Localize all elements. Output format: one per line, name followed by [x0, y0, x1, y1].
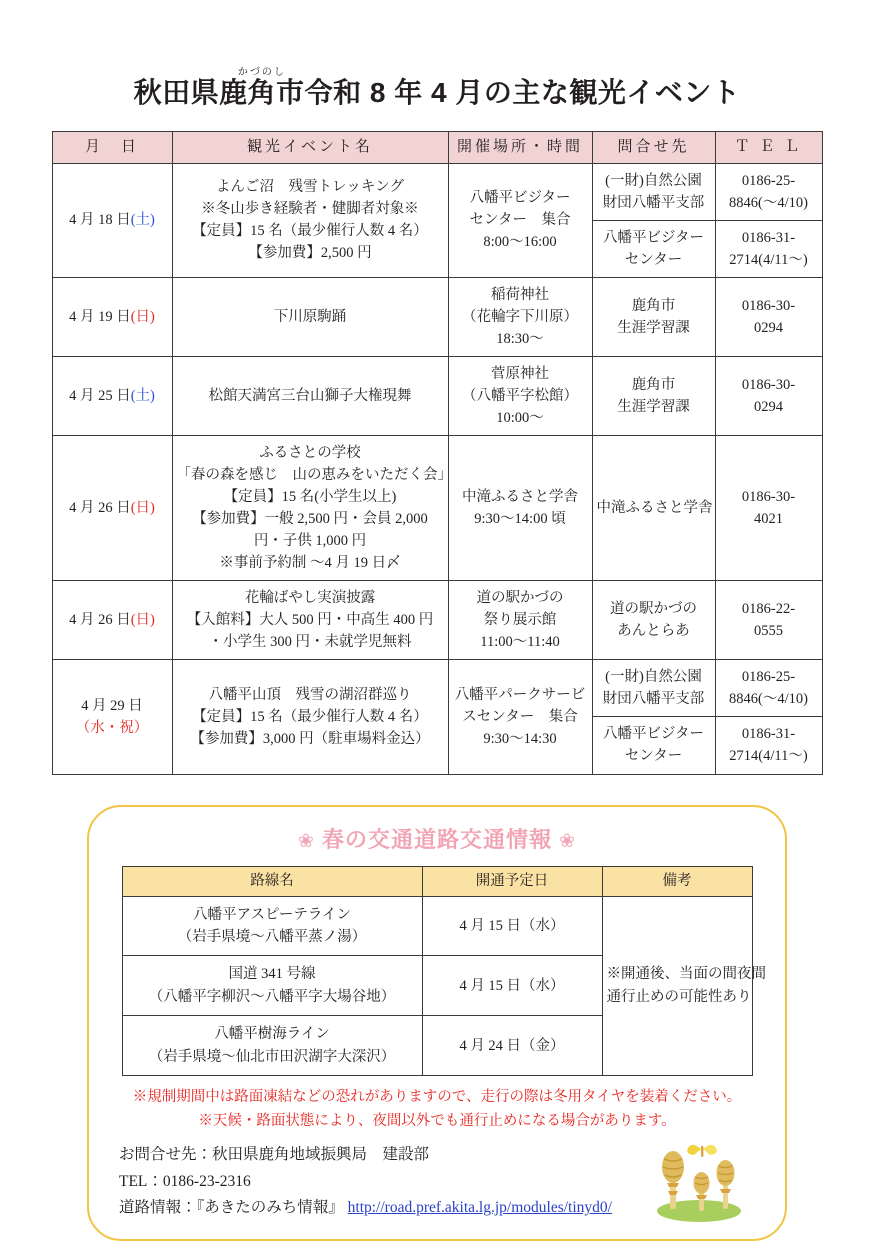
- cell-line: 0186-30-: [741, 297, 796, 314]
- table-row: [52, 581, 822, 660]
- cell-line: 2714(4/11〜): [729, 748, 808, 765]
- event-date-main: 4 月 26 日: [69, 612, 131, 629]
- event-tel-cell: [715, 436, 822, 581]
- event-tel-cell: [715, 163, 822, 220]
- page-title-suffix: 令和 8 年 4 月の主な観光イベント: [304, 77, 741, 108]
- event-tel-cell: [715, 220, 822, 277]
- event-contact-cell: [592, 220, 715, 277]
- cell-line: 9:30〜14:00 頃: [474, 511, 566, 528]
- cell-line: 八幡平ビジター: [603, 229, 704, 246]
- cell-line: 18:30〜: [496, 330, 544, 347]
- contact-tel: TEL：0186-23-2316: [119, 1172, 251, 1190]
- event-date-cell: [52, 660, 172, 774]
- cell-line: 「春の森を感じ 山の恵みをいただく会」: [176, 467, 452, 484]
- event-date-cell: [52, 277, 172, 356]
- cell-line: 0186-22-: [741, 601, 796, 618]
- cell-line: ※開通後、当面の間夜間: [606, 966, 766, 983]
- cell-line: 菅原神社: [491, 366, 549, 383]
- page-title-ruby-text: かづのし: [219, 67, 305, 78]
- cell-line: 4021: [754, 511, 783, 528]
- event-name-cell: [172, 581, 448, 660]
- cell-line: （八幡平字柳沢〜八幡平字大場谷地）: [148, 988, 396, 1005]
- road-info-link[interactable]: http://road.pref.akita.lg.jp/modules/tinyd0/: [347, 1198, 612, 1216]
- page-title-ruby-base: 鹿角市: [219, 77, 305, 108]
- warning-line-2: ※天候・路面状態により、夜間以外でも通行止めになる場合があります。: [198, 1113, 676, 1130]
- cell-line: 0186-31-: [741, 726, 796, 743]
- table-row: [52, 163, 822, 220]
- cell-line: 通行止めの可能性あり: [606, 988, 752, 1005]
- cell-line: 4 月 15 日（水）: [459, 917, 565, 934]
- cell-line: 鹿角市: [631, 297, 676, 314]
- cell-line: 0186-30-: [741, 489, 796, 506]
- cell-line: 八幡平山頂 残雪の湖沼群巡り: [208, 686, 412, 703]
- column-header-place: 開催場所・時間: [448, 131, 592, 163]
- column-header-event: 観光イベント名: [172, 131, 448, 163]
- event-place-cell: [448, 581, 592, 660]
- cell-line: （岩手県境〜仙北市田沢湖字大深沢）: [148, 1048, 396, 1065]
- cell-line: (一財)自然公園: [605, 669, 702, 686]
- event-date-weekday: (日): [130, 500, 155, 517]
- cell-line: （岩手県境〜八幡平蒸ノ湯）: [177, 928, 367, 945]
- event-date-cell: [52, 581, 172, 660]
- cell-line: 4 月 15 日（水）: [459, 977, 565, 994]
- event-date-weekday: (土): [130, 388, 155, 405]
- event-date-cell: [52, 436, 172, 581]
- cell-line: 8846(〜4/10): [729, 691, 808, 708]
- cell-line: 八幡平アスピーテライン: [193, 906, 351, 923]
- cell-line: よんご沼 残雪トレッキング: [216, 179, 404, 196]
- cell-line: 財団八幡平支部: [602, 691, 705, 708]
- road-remarks-cell: [602, 896, 766, 1076]
- event-date-main: 4 月 25 日: [69, 388, 131, 405]
- cell-line: 道の駅かづの: [610, 601, 697, 618]
- cell-line: 2714(4/11〜): [729, 251, 808, 268]
- cell-line: 8:00〜16:00: [483, 234, 557, 251]
- cell-line: 【参加費】一般 2,500 円・会員 2,000: [192, 511, 428, 528]
- cell-line: 11:00〜11:40: [480, 634, 560, 651]
- cell-line: 10:00〜: [496, 410, 544, 427]
- event-date-weekday: （水・祝）: [75, 719, 149, 736]
- cell-line: （花輪字下川原）: [462, 308, 578, 325]
- traffic-warnings: [89, 1086, 785, 1134]
- cell-line: 4 月 24 日（金）: [459, 1037, 565, 1054]
- cell-line: センター 集合: [469, 212, 571, 229]
- cell-line: 祭り展示館: [483, 612, 557, 629]
- event-date-weekday: (日): [130, 612, 155, 629]
- event-date-weekday: (日): [130, 308, 155, 325]
- roads-table: [122, 866, 766, 1077]
- event-contact-cell: [592, 163, 715, 220]
- cell-line: 0186-30-: [741, 377, 796, 394]
- cell-line: 【定員】15 名（最少催行人数 4 名）: [192, 223, 428, 240]
- event-date-cell: [52, 163, 172, 277]
- events-table-body: [52, 163, 822, 774]
- cell-line: 円・子供 1,000 円: [253, 533, 367, 550]
- cell-line: 【入館料】大人 500 円・中高生 400 円: [186, 612, 434, 629]
- event-tel-cell: [715, 581, 822, 660]
- table-row: [52, 277, 822, 356]
- road-info-label: 道路情報：『あきたのみち情報』: [119, 1198, 344, 1216]
- event-tel-cell: [715, 660, 822, 717]
- road-open-date-cell: [422, 896, 602, 956]
- cell-line: 【定員】15 名（最少催行人数 4 名）: [192, 708, 428, 725]
- event-contact-cell: [592, 357, 715, 436]
- page-title-ruby: [219, 67, 305, 108]
- cell-line: ※冬山歩き経験者・健脚者対象※: [201, 201, 419, 218]
- event-contact-cell: [592, 660, 715, 717]
- event-tel-cell: [715, 357, 822, 436]
- event-contact-cell: [592, 436, 715, 581]
- column-header-contact: 問合せ先: [592, 131, 715, 163]
- cell-line: 八幡平樹海ライン: [214, 1026, 330, 1043]
- cell-line: 0294: [754, 399, 783, 416]
- event-date-main: 4 月 19 日: [69, 308, 131, 325]
- cell-line: センター: [624, 748, 683, 765]
- column-header-tel: Ｔ Ｅ Ｌ: [715, 131, 822, 163]
- event-date-main: 4 月 26 日: [69, 500, 131, 517]
- cell-line: 0555: [754, 623, 783, 640]
- cell-line: 稲荷神社: [491, 286, 549, 303]
- cell-line: 国道 341 号線: [228, 966, 316, 983]
- road-open-date-cell: [422, 956, 602, 1016]
- event-tel-cell: [715, 277, 822, 356]
- event-date-cell: [52, 357, 172, 436]
- event-place-cell: [448, 277, 592, 356]
- cell-line: ・小学生 300 円・未就学児無料: [208, 634, 412, 651]
- event-name-cell: [172, 357, 448, 436]
- event-place-cell: [448, 357, 592, 436]
- cell-line: 鹿角市: [631, 377, 676, 394]
- contact-office: お問合せ先：秋田県鹿角地域振興局 建設部: [119, 1146, 430, 1164]
- traffic-info-panel: [87, 805, 787, 1241]
- column-header-date: 月 日: [52, 131, 172, 163]
- event-tel-cell: [715, 717, 822, 774]
- cell-line: 0186-25-: [741, 669, 796, 686]
- cell-line: 【参加費】2,500 円: [248, 245, 372, 262]
- event-name-cell: [172, 163, 448, 277]
- event-name-cell: [172, 660, 448, 774]
- roads-table-body: [122, 896, 766, 1076]
- cell-line: 中滝ふるさと学舎: [462, 489, 578, 506]
- cell-line: 0186-25-: [741, 172, 796, 189]
- tsukushi-illustration: [645, 1141, 749, 1225]
- road-name-cell: [122, 896, 422, 956]
- page-title-prefix: 秋田県: [133, 77, 220, 108]
- event-place-cell: [448, 436, 592, 581]
- traffic-heading: [89, 823, 785, 854]
- cell-line: 松館天満宮三台山獅子大権現舞: [208, 388, 412, 405]
- page-title: [0, 0, 874, 109]
- cell-line: 生涯学習課: [617, 399, 690, 416]
- event-contact-cell: [592, 717, 715, 774]
- event-date-main: 4 月 29 日: [81, 697, 143, 714]
- event-name-cell: [172, 277, 448, 356]
- events-table-header-row: [52, 131, 822, 163]
- cell-line: ※事前予約制 〜4 月 19 日〆: [219, 555, 401, 572]
- cell-line: ふるさとの学校: [259, 445, 361, 462]
- events-table: [52, 131, 823, 775]
- event-contact-cell: [592, 581, 715, 660]
- cell-line: 八幡平ビジター: [469, 190, 571, 207]
- table-row: [52, 436, 822, 581]
- road-name-cell: [122, 956, 422, 1016]
- cell-line: あんとらあ: [617, 623, 690, 640]
- road-row: [122, 896, 752, 956]
- cell-line: 0294: [754, 319, 783, 336]
- cell-line: 花輪ばやし実演披露: [244, 590, 376, 607]
- roads-table-header-row: [122, 866, 752, 896]
- cell-line: 下川原駒踊: [273, 308, 347, 325]
- cherry-blossom-icon-left: ❀: [297, 830, 315, 852]
- cell-line: 0186-31-: [741, 229, 796, 246]
- table-row: [52, 660, 822, 717]
- cell-line: 道の駅かづの: [476, 590, 564, 607]
- cell-line: 財団八幡平支部: [602, 194, 705, 211]
- warning-line-1: ※規制期間中は路面凍結などの恐れがありますので、走行の際は冬用タイヤを装着ください。: [132, 1089, 742, 1106]
- event-name-cell: [172, 436, 452, 581]
- event-date-weekday: (土): [130, 212, 155, 229]
- cell-line: センター: [624, 251, 683, 268]
- traffic-heading-text: 春の交通道路交通情報: [321, 826, 552, 852]
- table-row: [52, 357, 822, 436]
- cell-line: (一財)自然公園: [605, 172, 702, 189]
- cell-line: 中滝ふるさと学舎: [596, 500, 713, 517]
- cell-line: （八幡平字松館）: [462, 388, 578, 405]
- event-date-main: 4 月 18 日: [69, 212, 131, 229]
- cell-line: 8846(〜4/10): [729, 194, 808, 211]
- cell-line: 八幡平ビジター: [603, 726, 704, 743]
- column-header-route: 路線名: [122, 866, 422, 896]
- event-place-cell: [448, 163, 592, 277]
- cell-line: 9:30〜14:30: [483, 730, 557, 747]
- cell-line: スセンター 集合: [462, 708, 578, 725]
- cell-line: 【定員】15 名(小学生以上): [223, 489, 397, 506]
- event-contact-cell: [592, 277, 715, 356]
- road-open-date-cell: [422, 1016, 602, 1076]
- event-place-cell: [448, 660, 592, 774]
- butterfly-icon: [687, 1145, 717, 1157]
- road-name-cell: [122, 1016, 422, 1076]
- column-header-remarks: 備考: [602, 866, 752, 896]
- cell-line: 【参加費】3,000 円（駐車場料金込）: [190, 730, 430, 747]
- column-header-opendate: 開通予定日: [422, 866, 602, 896]
- cell-line: 八幡平パークサービ: [454, 686, 586, 703]
- cherry-blossom-icon-right: ❀: [559, 830, 577, 852]
- cell-line: 生涯学習課: [617, 319, 690, 336]
